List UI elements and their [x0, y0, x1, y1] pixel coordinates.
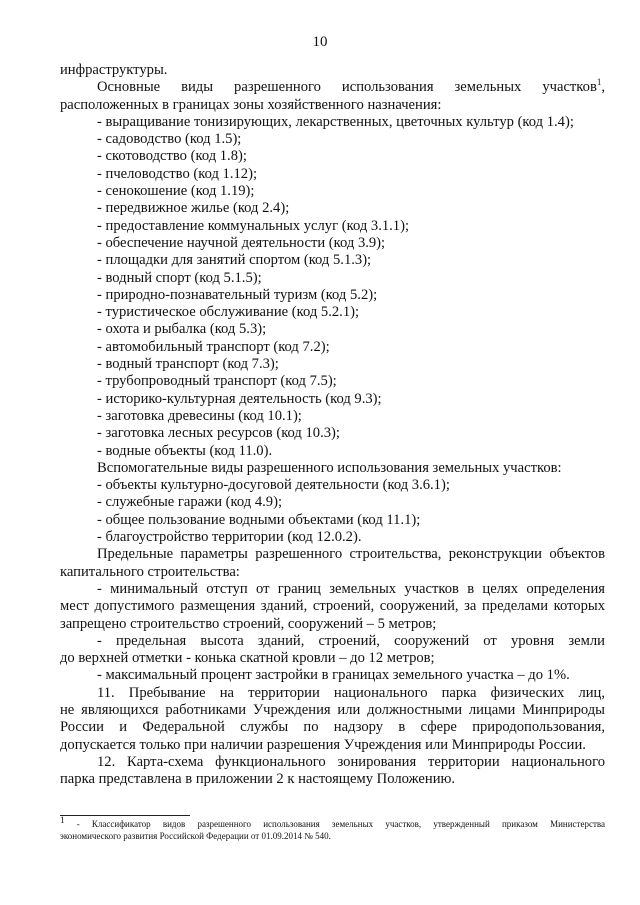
list-item: - скотоводство (код 1.8);: [97, 148, 247, 165]
param-setback-line: запрещено строительство строений, сооружений – 5 метров;: [60, 615, 437, 632]
list-item: - садоводство (код 1.5);: [97, 131, 242, 148]
list-item: - историко-культурная деятельность (код 9.3);: [97, 390, 382, 407]
footnote-line: экономического развития Российской Федерации от 01.09.2014 № 540.: [60, 830, 331, 841]
main-uses-intro-end: ,: [601, 79, 605, 96]
params-heading: Предельные параметры разрешенного строительства, реконструкции объектов: [97, 546, 605, 563]
clause-11-line: не являющихся работниками Учреждения или должностными лицами Минприроды: [60, 701, 605, 718]
list-item: - площадки для занятий спортом (код 5.1.3);: [97, 252, 372, 269]
param-height-line: до верхней отметки - конька скатной кровли – до 12 метров;: [60, 650, 435, 667]
list-item: - водный транспорт (код 7.3);: [97, 356, 279, 373]
aux-uses-list: [60, 477, 605, 546]
footnote-separator: [60, 815, 190, 816]
list-item: - сенокошение (код 1.19);: [97, 183, 255, 200]
document-body: [60, 62, 605, 788]
list-item: - передвижное жилье (код 2.4);: [97, 200, 290, 217]
list-item: - объекты культурно-досуговой деятельности (код 3.6.1);: [97, 477, 450, 494]
list-item: - трубопроводный транспорт (код 7.5);: [97, 373, 337, 390]
list-item: - природно-познавательный туризм (код 5.2);: [97, 286, 378, 303]
clause-11-line: 11. Пребывание на территории национального парка физических лиц,: [97, 684, 605, 701]
clause-11-line: допускается только при наличии разрешения Учреждения или Минприроды России.: [60, 736, 586, 753]
footnote-text: - Классификатор видов разрешенного использования земельных участков, утвержденный приказом Министерства: [76, 819, 606, 829]
list-item: - туристическое обслуживание (код 5.2.1);: [97, 304, 360, 321]
params-heading-line2: капитального строительства:: [60, 563, 240, 580]
list-item: - автомобильный транспорт (код 7.2);: [97, 338, 330, 355]
clause-11-line: России и Федеральной службы по надзору в сфере природопользования,: [60, 719, 605, 736]
list-item: - благоустройство территории (код 12.0.2).: [97, 529, 362, 546]
list-item: - водный спорт (код 5.1.5);: [97, 269, 262, 286]
list-item: - охота и рыбалка (код 5.3);: [97, 321, 267, 338]
list-item: - пчеловодство (код 1.12);: [97, 165, 258, 182]
footnote-reference: 1: [596, 77, 602, 88]
clause-12-line: 12. Карта-схема функционального зонирования территории национального: [97, 753, 605, 770]
page-number: 10: [312, 34, 328, 50]
footnote: [60, 815, 606, 842]
param-coverage: - максимальный процент застройки в границах земельного участка – до 1%.: [97, 667, 570, 684]
main-uses-intro: [60, 79, 605, 96]
footnote-line: [60, 815, 606, 831]
param-height-line: - предельная высота зданий, строений, сооружений от уровня земли: [97, 632, 605, 649]
aux-uses-heading: Вспомогательные виды разрешенного использования земельных участков:: [97, 459, 562, 476]
param-setback-line: мест допустимого размещения зданий, строений, сооружений, за пределами которых: [60, 598, 605, 615]
list-item: - служебные гаражи (код 4.9);: [97, 494, 283, 511]
list-item: - общее пользование водными объектами (код 11.1);: [97, 511, 421, 528]
first-line: инфраструктуры.: [60, 62, 168, 78]
list-item: - предоставление коммунальных услуг (код 3.1.1);: [97, 217, 409, 234]
main-uses-list: [60, 114, 605, 460]
list-item: - заготовка лесных ресурсов (код 10.3);: [97, 425, 340, 442]
list-item: - обеспечение научной деятельности (код 3.9);: [97, 234, 386, 251]
footnote-mark: 1: [60, 815, 65, 825]
main-uses-intro-line2: расположенных в границах зоны хозяйственного назначения:: [60, 96, 442, 113]
list-item: - заготовка древесины (код 10.1);: [97, 407, 302, 424]
param-setback-line: - минимальный отступ от границ земельных участков в целях определения: [97, 580, 605, 597]
main-uses-intro-text: Основные виды разрешенного использования земельных участков: [97, 79, 597, 96]
list-item: - водные объекты (код 11.0).: [97, 442, 273, 459]
clause-12-line: парка представлена в приложении 2 к настоящему Положению.: [60, 771, 456, 788]
list-item: - выращивание тонизирующих, лекарственных, цветочных культур (код 1.4);: [97, 113, 574, 130]
